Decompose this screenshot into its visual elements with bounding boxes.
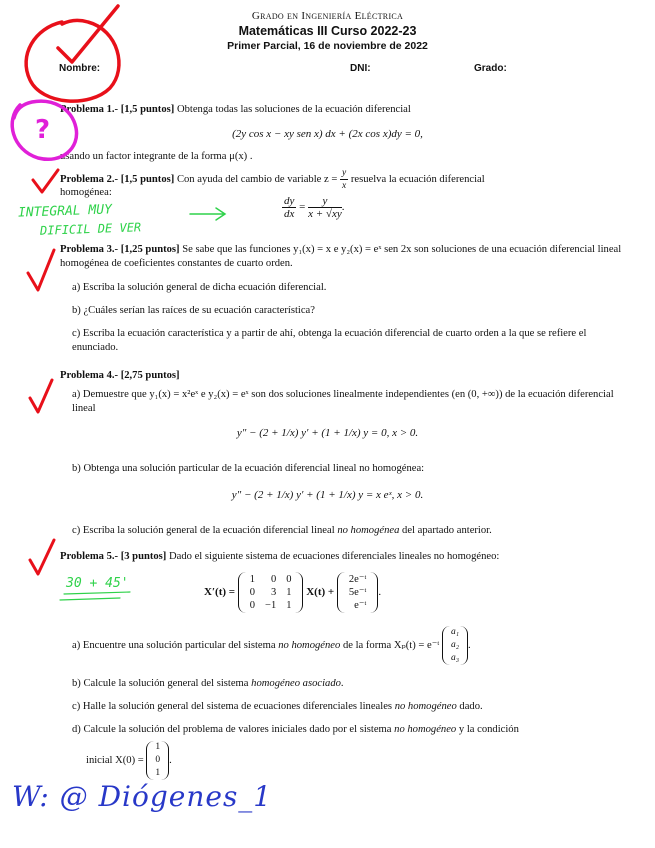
- p4-c-em: no homogénea: [337, 525, 400, 536]
- m22: 1: [286, 600, 292, 611]
- p5-c-post: dado.: [459, 701, 483, 712]
- dni-label: DNI:: [350, 63, 371, 74]
- p5-c-pre: c) Halle la solución general del sistema de ecuaciones diferenciales lineales: [72, 701, 393, 712]
- problem-3-item-b: b) ¿Cuáles serían las raíces de su ecuación característica?: [72, 305, 315, 316]
- m02: 0: [286, 574, 292, 585]
- p2-frac-den: x: [342, 181, 347, 191]
- v2: e⁻ᵗ: [354, 600, 367, 611]
- p5-d-pre: d) Calcule la solución del problema de valores iniciales dado por el sistema: [72, 724, 392, 735]
- problem-5-title: Problema 5.- [3 puntos]: [60, 551, 167, 562]
- problem-4-equation-1: y″ − (2 + 1/x) y′ + (1 + 1/x) y = 0, x > 0.: [236, 427, 419, 439]
- problem-2-title: Problema 2.- [1,5 puntos]: [60, 173, 175, 185]
- problem-3-item-a: a) Escriba la solución general de dicha ecuación diferencial.: [72, 282, 327, 293]
- p5-a-post: de la forma Xₚ(t) = e⁻ᵗ: [342, 639, 440, 651]
- problem-1-text: Obtenga todas las soluciones de la ecuación diferencial: [176, 104, 411, 115]
- p2-frac-num: y: [342, 168, 347, 178]
- problem-2-text-b: resuelva la ecuación diferencial: [350, 173, 485, 185]
- p5-a-em: no homogéneo: [278, 639, 341, 651]
- p5-lhs: X′(t) =: [204, 586, 236, 599]
- m20: 0: [249, 600, 256, 611]
- problem-3-title: Problema 3.- [1,25 puntos]: [60, 244, 180, 255]
- green-note-line-1: INTEGRAL MUY: [17, 202, 113, 221]
- degree-title: Grado en Ingeniería Eléctrica: [251, 10, 404, 22]
- m11: 3: [270, 587, 277, 598]
- problem-5-text: Dado el siguiente sistema de ecuaciones diferenciales lineales no homogéneo:: [169, 551, 500, 562]
- problem-4-item-b: b) Obtenga una solución particular de la ecuación diferencial lineal no homogénea:: [72, 463, 425, 474]
- p2-eq-lhs-den: dx: [284, 208, 295, 220]
- p5-b-em: homogéneo asociado: [251, 678, 341, 689]
- problem-5-system: X′(t) = 1 0 0 0 3 1 0 −1 1 X(t) + 2e⁻ᵗ 5e⁻ᵗ e⁻ᵗ .: [204, 574, 382, 611]
- p2-eq-rhs-num: y: [308, 195, 342, 208]
- p5-d-post: y la condición: [458, 724, 519, 735]
- p2-eq-rhs-den: x + √xy: [308, 208, 342, 220]
- p5-c-em: no homogéneo: [394, 701, 457, 712]
- m01: 0: [270, 574, 277, 585]
- problem-4-equation-2: y″ − (2 + 1/x) y′ + (1 + 1/x) y = x eˣ, x > 0.: [231, 489, 424, 501]
- m00: 1: [249, 574, 256, 585]
- green-score-note: 30 + 45': [66, 576, 129, 591]
- problem-3-text: Se sabe que las funciones y₁(x) = x e y₂(x) = eˣ sen 2x son soluciones de una ecuación diferencial lineal homogénea de coeficientes constantes de cuarto orden.: [60, 244, 622, 269]
- av0: a₁: [450, 627, 460, 637]
- av1: a₂: [450, 640, 460, 650]
- p5-a-pre: a) Encuentre una solución particular del sistema: [72, 639, 276, 651]
- exam-subtitle: Primer Parcial, 16 de noviembre de 2022: [227, 40, 428, 52]
- problem-5-item-a: a) Encuentre una solución particular del sistema no homogéneo de la forma Xₚ(t) = e⁻ᵗ a₁ a₂ a₃ .: [72, 627, 471, 663]
- dv2: 1: [155, 768, 161, 778]
- dv1: 0: [155, 755, 161, 765]
- course-title: Matemáticas III Curso 2022-23: [238, 24, 417, 38]
- problem-3-item-c: c) Escriba la ecuación característica y a partir de ahí, obtenga la ecuación diferencial de cuarto orden a la que se refiere el enunciado.: [72, 328, 587, 353]
- problem-2-text-a: Con ayuda del cambio de variable z =: [176, 173, 338, 185]
- m12: 1: [286, 587, 292, 598]
- name-label: Nombre:: [59, 63, 101, 74]
- av2: a₃: [450, 653, 460, 663]
- problem-5-item-d-line2: inicial X(0) = 1 0 1 .: [86, 742, 172, 778]
- grado-label: Grado:: [474, 63, 507, 74]
- problem-5-item-b: b) Calcule la solución general del sistema homogéneo asociado.: [72, 678, 344, 689]
- problem-4-title: Problema 4.- [2,75 puntos]: [60, 370, 180, 381]
- p5-d-em: no homogéneo: [394, 724, 457, 735]
- v0: 2e⁻ᵗ: [348, 574, 367, 585]
- problem-2-equation: $\frac{dy}{dx}$ = $\frac{y}{x + √xy}$ .: [284, 195, 345, 220]
- m21: −1: [265, 600, 277, 611]
- p5-b-pre: b) Calcule la solución general del sistema: [72, 678, 249, 689]
- problem-1-tail: usando un factor integrante de la forma μ(x) .: [60, 151, 253, 162]
- green-note-line-2: DIFICIL DE VER: [39, 220, 142, 238]
- problem-1-title: Problema 1.- [1,5 puntos]: [60, 104, 175, 115]
- question-mark: ?: [35, 115, 51, 145]
- p2-eq-lhs-num: dy: [284, 195, 295, 207]
- p5-mid: X(t) +: [306, 586, 335, 599]
- p4-c-post: del apartado anterior.: [402, 525, 492, 536]
- dv0: 1: [155, 742, 161, 752]
- m10: 0: [249, 587, 256, 598]
- problem-2-text-c: homogénea:: [60, 187, 112, 198]
- signature: W: @ Diógenes_1: [12, 780, 273, 813]
- v1: 5e⁻ᵗ: [348, 587, 367, 598]
- problem-4-item-a: a) Demuestre que y₁(x) = x²eˣ e y₂(x) = eˣ son dos soluciones linealmente independientes (en (0, +∞)) de la ecuación diferencial lineal: [72, 389, 614, 414]
- p5-d-line2: inicial X(0) =: [86, 754, 144, 766]
- problem-1-equation: (2y cos x − xy sen x) dx + (2x cos x)dy = 0,: [232, 128, 423, 140]
- p4-c-pre: c) Escriba la solución general de la ecuación diferencial lineal: [72, 525, 335, 536]
